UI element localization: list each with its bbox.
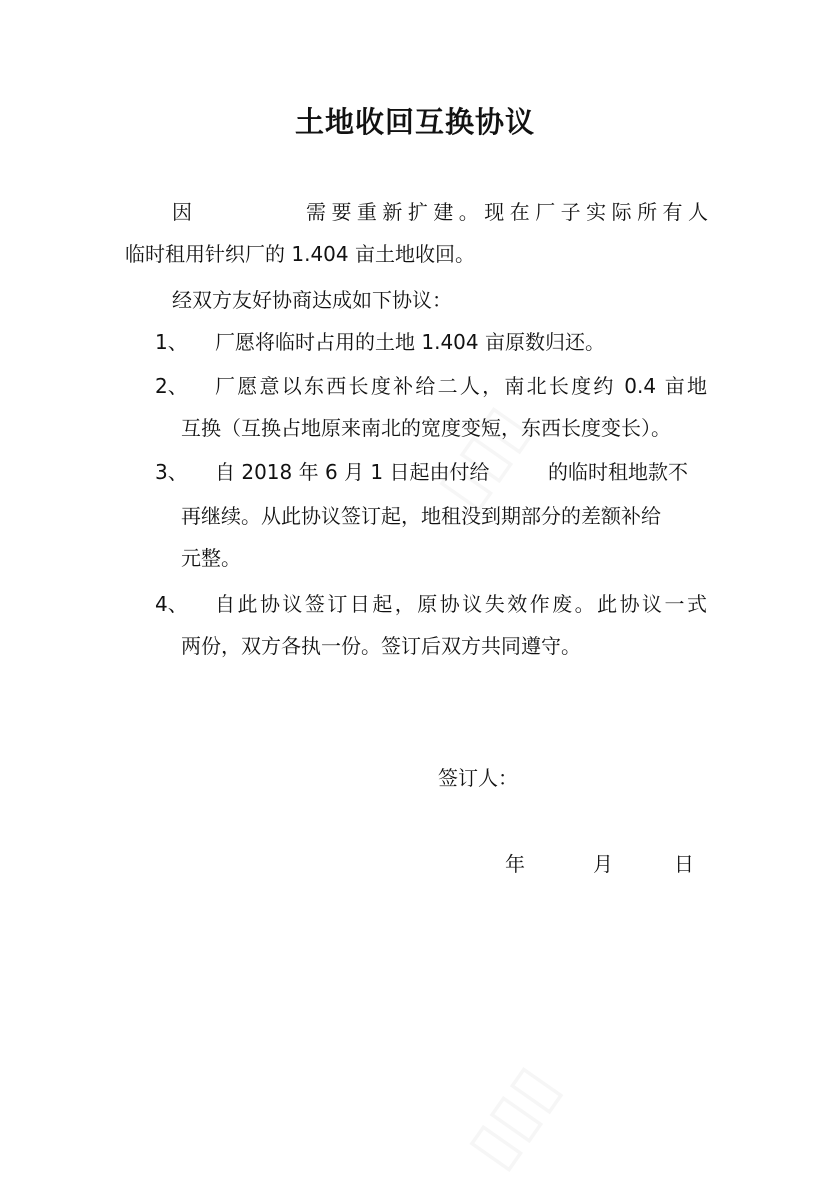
item-line: 两份，双方各执一份。签订后双方共同遵守。 [181,634,581,658]
item-line: 互换（互换占地原来南北的宽度变短，东西长度变长）。 [181,416,671,440]
item-number: 4、 [155,592,188,616]
item-line: 再继续。从此协议签订起，地租没到期部分的差额补给 [181,504,661,528]
intro-line2: 临时租用针织厂的 1.404 亩土地收回。 [125,242,475,266]
intro-line1-start: 因 [172,200,192,224]
document-title: 土地收回互换协议 [294,105,535,139]
signatory-label: 签订人： [438,766,518,790]
watermark [452,1053,573,1182]
item-line: 自 2018 年 6 月 1 日起由付给 [215,460,490,484]
item-line: 元整。 [181,546,241,570]
item-number: 3、 [155,460,188,484]
item-number: 1、 [155,330,188,354]
item-line: 自此协议签订日起，原协议失效作废。此协议一式 [215,592,707,616]
date-month: 月 [593,852,613,876]
intro-line1-end: 需要重新扩建。现在厂子实际所有人 [306,200,708,224]
agreement-lead: 经双方友好协商达成如下协议： [172,288,452,312]
item-number: 2、 [155,374,188,398]
item-line: 的临时租地款不 [548,460,688,484]
item-line: 厂愿意以东西长度补给二人，南北长度约 0.4 亩地 [215,374,707,398]
item-line: 厂愿将临时占用的土地 1.404 亩原数归还。 [215,330,605,354]
date-day: 日 [674,852,694,876]
date-year: 年 [505,852,525,876]
